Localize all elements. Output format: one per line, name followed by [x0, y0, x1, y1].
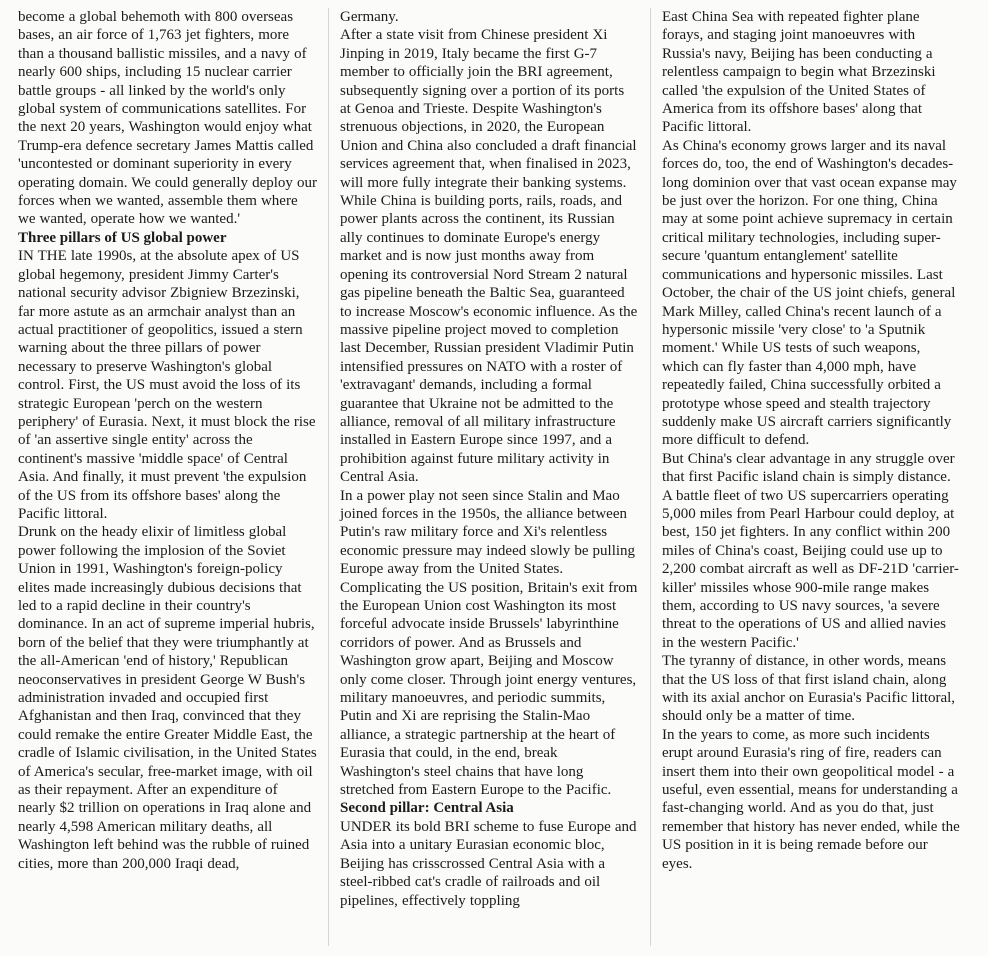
- article-column-1: [18, 8, 328, 946]
- paragraph: While China is building ports, rails, roads, and power plants across the continent, its Russian ally continues to dominate Europe's energy market and is now just months away from opening its controversial Nord Stream 2 natural gas pipeline beneath the Baltic Sea, guaranteed to increase Moscow's economic influence. As the massive pipeline project moved to completion last December, Russian president Vladimir Putin intensified pressures on NATO with a roster of 'extravagant' demands, including a formal guarantee that Ukraine not be admitted to the alliance, removal of all military infrastructure installed in Eastern Europe since 1997, and a prohibition against future military activity in Central Asia.: [340, 193, 638, 486]
- section-heading-three-pillars: Three pillars of US global power: [18, 229, 227, 246]
- paragraph: become a global behemoth with 800 overseas bases, an air force of 1,763 jet fighters, more than a thousand ballistic missiles, and a navy of nearly 600 ships, including 15 nuclear carrier battle groups - all linked by the world's only global system of communications satellites. For the next 20 years, Washington would enjoy what Trump-era defence secretary James Mattis called 'uncontested or dominant superiority in every operating domain. We could generally deploy our forces when we wanted, assemble them where we wanted, operate how we wanted.': [18, 9, 317, 228]
- paragraph: But China's clear advantage in any struggle over that first Pacific island chain is simply distance. A battle fleet of two US supercarriers operating 5,000 miles from Pearl Harbour could deploy, at best, 150 jet fighters. In any conflict within 200 miles of China's coast, Beijing could use up to 2,200 combat aircraft as well as DF-21D 'carrier-killer' missiles whose 900-mile range makes them, according to US navy sources, 'a severe threat to the operations of US and allied navies in the western Pacific.': [662, 450, 959, 651]
- paragraph: Germany.: [340, 9, 399, 25]
- paragraph: In the years to come, as more such incidents erupt around Eurasia's ring of fire, readers can insert them into their own geopolitical model - a useful, even essential, means for understanding a fast-changing world. And as you do that, just remember that history has never ended, while the US position in it is being remade before our eyes.: [662, 726, 960, 872]
- paragraph: UNDER its bold BRI scheme to fuse Europe and Asia into a unitary Eurasian economic bloc, Beijing has crisscrossed Central Asia with a steel-ribbed cat's cradle of railroads and oil pipelines, effectively toppling: [340, 818, 637, 909]
- paragraph: IN THE late 1990s, at the absolute apex of US global hegemony, president Jimmy Carter's national security advisor Zbigniew Brzezinski, far more astute as an armchair analyst than an actual practitioner of geopolitics, issued a stern warning about the three pillars of power necessary to preserve Washington's global control. First, the US must avoid the loss of its strategic European 'perch on the western periphery' of Eurasia. Next, it must block the rise of 'an assertive single entity' across the continent's massive 'middle space' of Central Asia. And finally, it must prevent 'the expulsion of the US from its offshore bases' along the Pacific littoral.: [18, 248, 316, 522]
- article-column-3: [650, 8, 972, 946]
- paragraph: As China's economy grows larger and its naval forces do, too, the end of Washington's decades-long dominion over that vast ocean expanse may be just over the horizon. For one thing, China may at some point achieve supremacy in certain critical military technologies, including super-secure 'quantum entanglement' satellite communications and hypersonic missiles. Last October, the chair of the US joint chiefs, general Mark Milley, called China's recent launch of a hypersonic missile 'very close' to 'a Sputnik moment.' While US tests of such weapons, which can fly faster than 4,000 mph, have repeatedly failed, China successfully orbited a prototype whose speed and stealth trajectory suddenly make US aircraft carriers significantly more difficult to defend.: [662, 137, 957, 449]
- paragraph: In a power play not seen since Stalin and Mao joined forces in the 1950s, the alliance between Putin's raw military force and Xi's relentless economic pressure may indeed slowly be pulling Europe away from the United States. Complicating the US position, Britain's exit from the European Union cost Washington its most forceful advocate inside Brussels' labyrinthine corridors of power. And as Brussels and Washington grow apart, Beijing and Moscow only come closer. Through joint energy ventures, military manoeuvres, and periodic summits, Putin and Xi are reprising the Stalin-Mao alliance, a strategic partnership at the heart of Eurasia that could, in the end, break Washington's steel chains that have long stretched from Eastern Europe to the Pacific.: [340, 487, 638, 799]
- section-heading-second-pillar: Second pillar: Central Asia: [340, 800, 514, 817]
- paragraph: After a state visit from Chinese president Xi Jinping in 2019, Italy became the first G-7 member to officially join the BRI agreement, subsequently signing over a portion of its ports at Genoa and Trieste. Despite Washington's strenuous objections, in 2020, the European Union and China also concluded a draft financial services agreement that, when finalised in 2023, will more fully integrate their banking systems.: [340, 27, 637, 191]
- paragraph: Drunk on the heady elixir of limitless global power following the implosion of the Soviet Union in 1991, Washington's foreign-policy elites made increasingly dubious decisions that led to a rapid decline in their country's dominance. In an act of supreme imperial hubris, born of the belief that they were triumphantly at the all-American 'end of history,' Republican neoconservatives in president George W Bush's administration invaded and occupied first Afghanistan and then Iraq, convinced that they could remake the entire Greater Middle East, the cradle of Islamic civilisation, in the United States of America's secular, free-market image, with oil as their repayment. After an expenditure of nearly $2 trillion on operations in Iraq alone and nearly 4,598 American military deaths, all Washington left behind was the rubble of ruined cities, more than 200,000 Iraqi dead,: [18, 524, 317, 872]
- paragraph: East China Sea with repeated fighter plane forays, and staging joint manoeuvres with Russia's navy, Beijing has been conducting a relentless campaign to begin what Brzezinski called 'the expulsion of the United States of America from its offshore bases' along that Pacific littoral.: [662, 9, 936, 136]
- article-column-2: [328, 8, 650, 946]
- paragraph: The tyranny of distance, in other words, means that the US loss of that first island chain, along with its axial anchor on Eurasia's Pacific littoral, should only be a matter of time.: [662, 653, 956, 725]
